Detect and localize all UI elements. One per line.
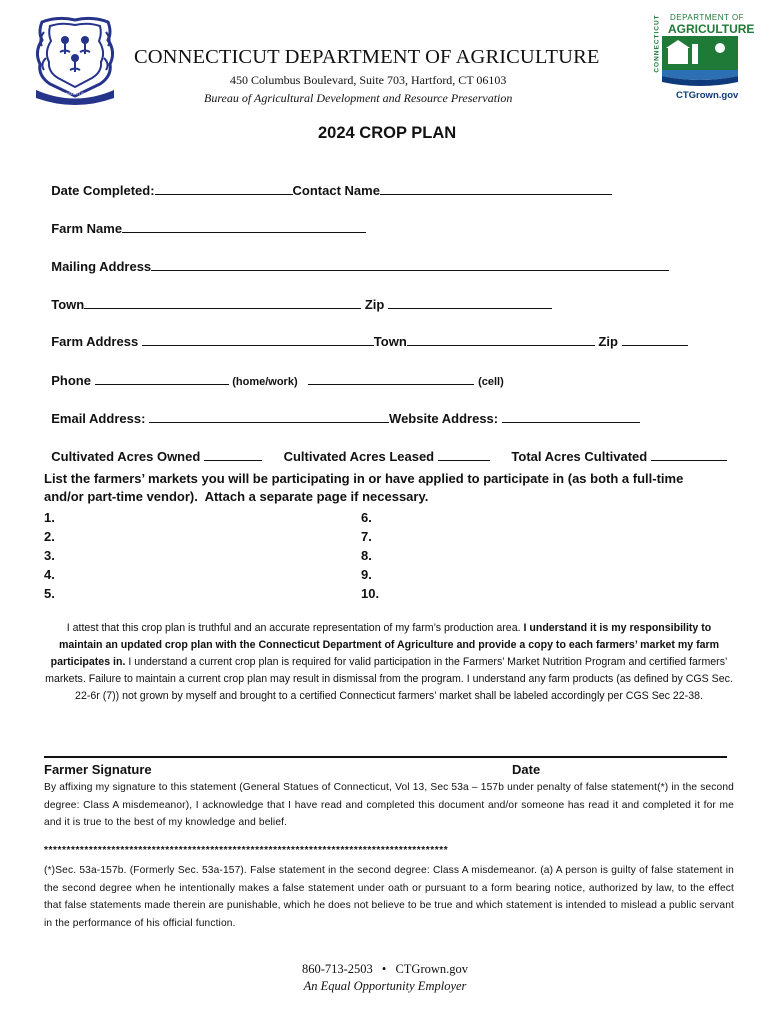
town-label: Town — [51, 297, 85, 312]
star-divider: ****************************************************************************************** — [44, 845, 449, 856]
market-number: 2. — [44, 529, 55, 544]
farmer-signature-label: Farmer Signature — [44, 762, 152, 777]
acres-total-label: Total Acres Cultivated — [511, 449, 648, 464]
email-label: Email Address: — [51, 411, 146, 426]
phone-label: Phone — [51, 373, 91, 388]
farm-name-label: Farm Name — [51, 221, 123, 236]
row-acres — [44, 433, 727, 464]
cell-label: (cell) — [478, 376, 504, 388]
form-title: 2024 CROP PLAN — [318, 124, 457, 142]
row-town-zip — [44, 281, 552, 312]
row-date-contact — [44, 167, 612, 198]
market-number: 8. — [361, 548, 372, 563]
zip-input[interactable] — [388, 296, 552, 309]
footer-site: CTGrown.gov — [395, 962, 469, 976]
contact-name-label: Contact Name — [292, 183, 380, 198]
logo-line1: DEPARTMENT OF — [670, 13, 745, 22]
footer-phone: 860-713-2503 — [301, 962, 373, 976]
attest-part1: I attest that this crop plan is truthful and an accurate representation of my farm’s production area. — [66, 622, 524, 634]
contact-name-input[interactable] — [380, 182, 612, 195]
logo-side-text: CONNECTICUT — [653, 14, 661, 73]
signature-statement: By affixing my signature to this statement (General Statues of Connecticut, Vol 13, Sec 53a – 157b under penalty of false statement(*) in the second degree: Class A misdemeanor), I acknowledge that I have read and completed this document and/or someone has read it and completed it for me and it is true to the best of my knowledge and belief. — [44, 782, 734, 828]
date-completed-input[interactable] — [155, 182, 293, 195]
website-input[interactable] — [502, 410, 640, 423]
attest-part2: I understand it is my responsibility to maintain an updated crop plan with the Connecticut Department of Agriculture and provide a copy to each farmers’ market my farm participates in. — [50, 622, 720, 668]
footer-contact — [0, 962, 770, 977]
town-input[interactable] — [84, 296, 361, 309]
row-email-website — [44, 395, 640, 426]
farm-name-input[interactable] — [122, 220, 366, 233]
market-number: 10. — [361, 586, 380, 601]
footer-tagline: An Equal Opportunity Employer — [303, 979, 467, 993]
market-list-left — [44, 508, 55, 603]
signature-line[interactable] — [44, 756, 727, 758]
mailing-address-input[interactable] — [151, 258, 669, 271]
department-address: 450 Columbus Boulevard, Suite 703, Hartford, CT 06103 — [230, 73, 507, 87]
date-label: Date — [512, 762, 541, 777]
department-title: CONNECTICUT DEPARTMENT OF AGRICULTURE — [134, 46, 600, 68]
phone-home-input[interactable] — [95, 372, 229, 385]
zip2-input[interactable] — [622, 333, 688, 346]
market-number: 4. — [44, 567, 55, 582]
acres-leased-input[interactable] — [438, 448, 490, 461]
date-completed-label: Date Completed: — [51, 183, 155, 198]
mailing-address-label: Mailing Address — [51, 259, 152, 274]
markets-prompt-line1: List the farmers’ markets you will be participating in or have applied to participate in (as both a full-time — [44, 471, 684, 486]
row-farm-address — [44, 318, 688, 349]
phone-cell-input[interactable] — [308, 372, 474, 385]
zip-label: Zip — [364, 297, 385, 312]
farm-address-input[interactable] — [142, 333, 374, 346]
market-number: 5. — [44, 586, 55, 601]
market-number: 9. — [361, 567, 372, 582]
acres-owned-label: Cultivated Acres Owned — [51, 449, 201, 464]
row-farm-name — [44, 205, 366, 236]
email-input[interactable] — [149, 410, 389, 423]
acres-owned-input[interactable] — [204, 448, 262, 461]
market-number: 6. — [361, 510, 372, 525]
acres-total-input[interactable] — [651, 448, 727, 461]
farm-address-label: Farm Address — [51, 334, 139, 349]
zip2-label: Zip — [598, 334, 618, 349]
town2-label: Town — [373, 334, 407, 349]
market-number: 7. — [361, 529, 372, 544]
town2-input[interactable] — [407, 333, 595, 346]
logo-site: CTGrown.gov — [676, 90, 739, 101]
market-list-right — [361, 508, 379, 603]
attestation-paragraph — [44, 620, 734, 705]
market-number: 3. — [44, 548, 55, 563]
markets-prompt-line2: and/or part-time vendor). Attach a separate page if necessary. — [44, 489, 429, 504]
state-seal — [30, 12, 120, 107]
bureau-name: Bureau of Agricultural Development and Resource Preservation — [204, 91, 513, 105]
row-mailing-address — [44, 243, 669, 274]
barn-icon — [662, 36, 738, 88]
ct-agriculture-logo — [650, 6, 755, 106]
website-label: Website Address: — [389, 411, 499, 426]
footer-separator: • — [381, 962, 387, 976]
market-number: 1. — [44, 510, 55, 525]
seal-motto: QUI TRANSTULIT SUSTINET — [51, 92, 99, 96]
attest-part3: I understand a current crop plan is required for valid participation in the Farmers’ Market Nutrition Program and certified farmers’ markets. Failure to maintain a current crop plan may result in dismissal from the program. I understand any farm products (as defined by CGS Sec. 22-6r (7)) not grown by myself and brought to a certified Connecticut farmers’ market shall be labeled accordingly per CGS Sec 22-38. — [45, 656, 733, 702]
logo-line2: AGRICULTURE — [668, 22, 755, 36]
acres-leased-label: Cultivated Acres Leased — [283, 449, 435, 464]
footnote: (*)Sec. 53a-157b. (Formerly Sec. 53a-157). False statement in the second degree: Class A misdemeanor. (a) A person is guilty of false statement in the second degree when he intentionally makes a false statement under oath or pursuant to a form bearing notice, authorized by law, to the effect that false statements made therein are punishable, which he does not believe to be true and which statement is intended to mislead a public servant in the performance of his official function. — [44, 865, 734, 929]
home-work-label: (home/work) — [232, 376, 298, 388]
row-phone — [44, 357, 504, 388]
